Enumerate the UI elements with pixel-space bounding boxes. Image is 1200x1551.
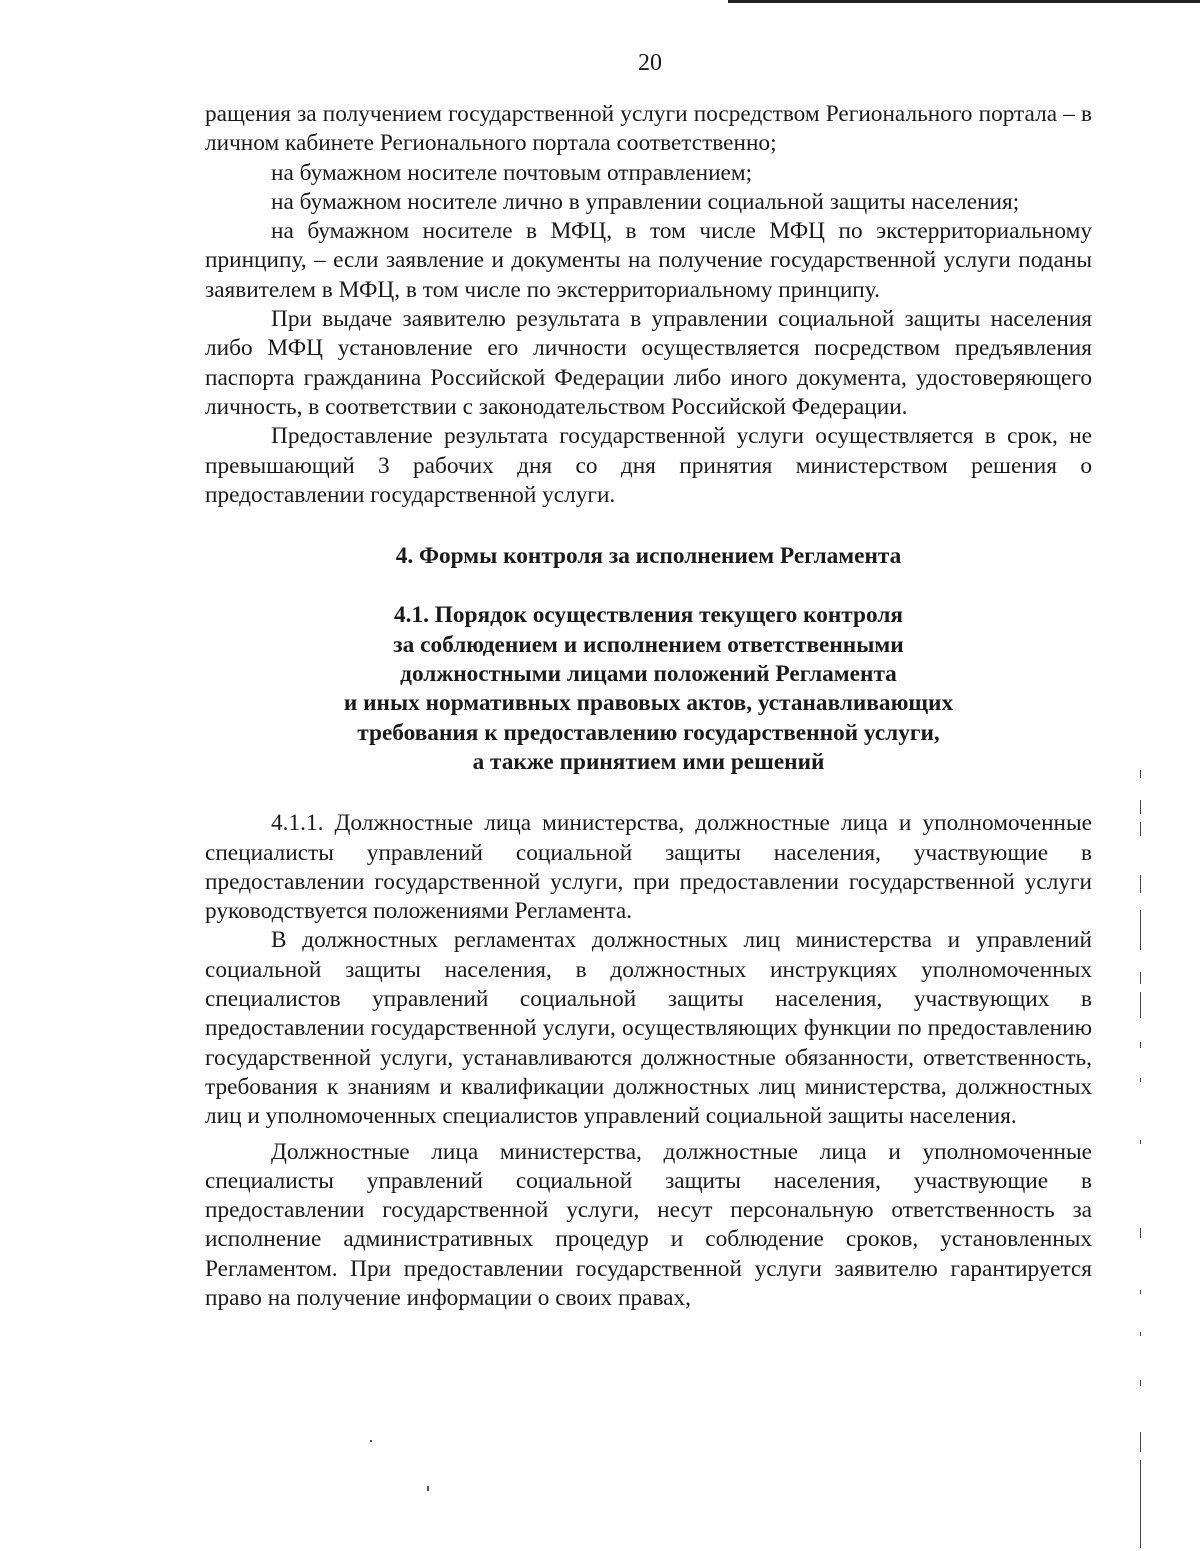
- scan-mark: [1140, 1078, 1141, 1082]
- scan-margin-marks: [1140, 760, 1144, 1550]
- paragraph: В должностных регламентах должностных лиц министерства и управлений социальной защиты населения, в должностных инструкциях уполномоченных специалистов управлений социальной защиты населения, участвующих в предоставлении государственной услуги, осуществляющих функции по предоставлению государственной услуги, устанавливаются должностные обязанности, ответственность, требования к знаниям и квалификации должностных лиц министерства, должностных лиц и уполномоченных специалистов управлений социальной защиты населения.: [205, 927, 1092, 1130]
- scan-mark: [1140, 1432, 1141, 1452]
- scan-mark: [1140, 1332, 1141, 1336]
- subsection-heading-line: и иных нормативных правовых актов, устанавливающих: [343, 690, 954, 717]
- top-rule: [728, 0, 1200, 3]
- paragraph: Предоставление результата государственной услуги осуществляется в срок, не превышающий 3 рабочих дня со дня принятия министерством решения о предоставлении государственной услуги.: [205, 423, 1092, 508]
- paragraph: При выдаче заявителю результата в управлении социальной защиты населения либо МФЦ установление его личности осуществляется посредством предъявления паспорта гражданина Российской Федерации либо иного документа, удостоверяющего личность, в соответствии с законодательством Российской Федерации.: [205, 306, 1092, 420]
- paragraph: Должностные лица министерства, должностные лица и уполномоченные специалисты управлений социальной защиты населения, участвующие в предоставлении государственной услуги, несут персональную ответственность за исполнение административных процедур и соблюдение сроков, установленных Регламентом. При предоставлении государственной услуги заявителю гарантируется право на получение информации о своих правах,: [205, 1138, 1092, 1311]
- scan-mark: [1140, 1290, 1141, 1294]
- scan-mark: [1140, 910, 1141, 950]
- paragraph: 4.1.1. Должностные лица министерства, должностные лица и уполномоченные специалисты управлений социальной защиты населения, участвующие в предоставлении государственной услуги, при предоставлении государственной услуги руководствуется положениями Регламента.: [205, 810, 1092, 925]
- section-heading: 4. Формы контроля за исполнением Регламента: [395, 543, 902, 570]
- scan-mark: [1140, 875, 1141, 893]
- scan-mark: [1140, 1380, 1141, 1386]
- page-number: 20: [638, 50, 662, 76]
- paragraph: на бумажном носителе в МФЦ, в том числе МФЦ по экстерриториальному принципу, – если заявление и документы на получение государственной услуги поданы заявителем в МФЦ, в том числе по экстерриториальному принципу.: [205, 218, 1092, 303]
- subsection-heading-line: должностными лицами положений Регламента: [400, 661, 897, 688]
- scan-mark: [1140, 822, 1141, 836]
- subsection-heading-line: 4.1. Порядок осуществления текущего контроля: [393, 602, 904, 629]
- scan-mark: [1140, 1228, 1141, 1238]
- scan-mark: [1140, 1460, 1141, 1548]
- paragraph: на бумажном носителе лично в управлении социальной защиты населения;: [271, 188, 1020, 215]
- scan-mark: [1140, 972, 1141, 984]
- scan-mark: [1140, 1042, 1141, 1048]
- scan-speck: [370, 1440, 372, 1442]
- scan-speck: [427, 1486, 429, 1491]
- paragraph: на бумажном носителе почтовым отправлением;: [271, 159, 753, 186]
- document-body: [205, 100, 1092, 1313]
- subsection-heading-line: а также принятием ими решений: [472, 748, 825, 775]
- scan-mark: [1140, 1140, 1141, 1144]
- scan-mark: [1140, 800, 1141, 814]
- scan-mark: [1140, 770, 1141, 778]
- subsection-heading: [205, 601, 1092, 777]
- subsection-heading-line: за соблюдением и исполнением ответственными: [393, 631, 904, 658]
- paragraph: ращения за получением государственной услуги посредством Регионального портала – в личном кабинете Регионального портала соответственно;: [205, 101, 1092, 157]
- scan-mark: [1140, 992, 1141, 1018]
- subsection-heading-line: требования к предоставлению государственной услуги,: [357, 719, 940, 746]
